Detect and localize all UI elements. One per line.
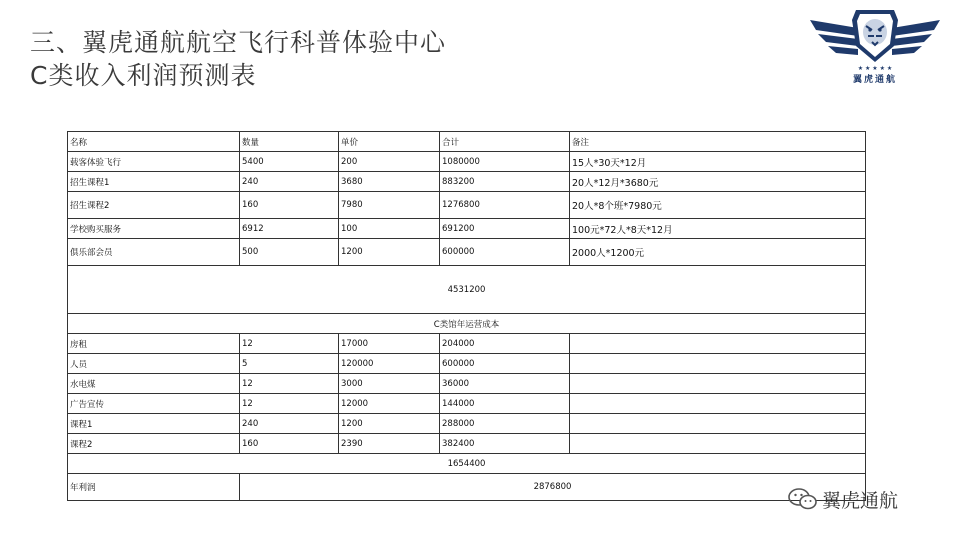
header-cell-quantity: 数量: [240, 132, 339, 152]
table-row: [68, 374, 866, 394]
table-cell: 160: [240, 434, 339, 454]
table-cell: 课程2: [68, 434, 240, 454]
wechat-icon: [788, 487, 818, 516]
table-cell: 17000: [339, 334, 440, 354]
table-cell: 120000: [339, 354, 440, 374]
table-cell: 1200: [339, 239, 440, 266]
table-cell: 载客体验飞行: [68, 152, 240, 172]
table-cell: 15人*30天*12月: [570, 152, 866, 172]
table-cell: 20人*12月*3680元: [570, 172, 866, 192]
table-cell: 5: [240, 354, 339, 374]
table-cell: [570, 334, 866, 354]
income-profit-table: [67, 131, 866, 501]
table-cell: 204000: [440, 334, 570, 354]
title-line-2: C类收入利润预测表: [30, 61, 257, 90]
watermark: [788, 486, 898, 516]
page-title: [30, 26, 446, 92]
table-row: [68, 152, 866, 172]
cost-section-title: C类馆年运营成本: [68, 314, 866, 334]
table-cell: 2000人*1200元: [570, 239, 866, 266]
table-cell: 12: [240, 334, 339, 354]
table-cell: 招生课程1: [68, 172, 240, 192]
table-cell: 600000: [440, 354, 570, 374]
table-cell: 俱乐部会员: [68, 239, 240, 266]
table-cell: 7980: [339, 192, 440, 219]
table-cell: 12: [240, 374, 339, 394]
table-cell: 房租: [68, 334, 240, 354]
header-cell-total: 合计: [440, 132, 570, 152]
table-cell: 水电煤: [68, 374, 240, 394]
header-cell-unit-price: 单价: [339, 132, 440, 152]
table-cell: 课程1: [68, 414, 240, 434]
header-row: [68, 132, 866, 152]
table-row: [68, 192, 866, 219]
table-cell: 2390: [339, 434, 440, 454]
table-cell: 学校购买服务: [68, 219, 240, 239]
table-cell: 20人*8个班*7980元: [570, 192, 866, 219]
table-row: [68, 334, 866, 354]
table-cell: 200: [339, 152, 440, 172]
table-cell: 3680: [339, 172, 440, 192]
table-cell: 144000: [440, 394, 570, 414]
table-cell: 160: [240, 192, 339, 219]
cost-total-value: 1654400: [68, 454, 866, 474]
svg-text:★ ★ ★ ★ ★: ★ ★ ★ ★ ★: [857, 65, 893, 72]
table-cell: 382400: [440, 434, 570, 454]
tiger-wings-logo-icon: [806, 6, 944, 72]
title-line-1: 三、翼虎通航航空飞行科普体验中心: [30, 28, 447, 57]
table-cell: [570, 434, 866, 454]
table-cell: 240: [240, 172, 339, 192]
table-cell: 5400: [240, 152, 339, 172]
cost-section-title-row: [68, 314, 866, 334]
table-cell: 12000: [339, 394, 440, 414]
table-cell: 883200: [440, 172, 570, 192]
table-cell: 240: [240, 414, 339, 434]
table-cell: 100元*72人*8天*12月: [570, 219, 866, 239]
header-cell-name: 名称: [68, 132, 240, 152]
logo-text: 翼虎通航: [852, 75, 897, 85]
table-cell: 招生课程2: [68, 192, 240, 219]
profit-label: 年利润: [68, 474, 240, 501]
table-cell: 12: [240, 394, 339, 414]
cost-total-row: [68, 454, 866, 474]
table-cell: 600000: [440, 239, 570, 266]
profit-row: [68, 474, 866, 501]
table-cell: 6912: [240, 219, 339, 239]
table-row: [68, 239, 866, 266]
table-row: [68, 219, 866, 239]
table-cell: 500: [240, 239, 339, 266]
table-row: [68, 394, 866, 414]
profit-value: 2876800: [240, 474, 866, 501]
table-row: [68, 414, 866, 434]
table-row: [68, 434, 866, 454]
company-logo: [806, 6, 944, 86]
table-cell: 288000: [440, 414, 570, 434]
table-cell: 广告宣传: [68, 394, 240, 414]
table-cell: [570, 374, 866, 394]
table-cell: 36000: [440, 374, 570, 394]
table-cell: [570, 354, 866, 374]
table-cell: 3000: [339, 374, 440, 394]
table-row: [68, 172, 866, 192]
income-total-row: [68, 266, 866, 314]
header-cell-remarks: 备注: [570, 132, 866, 152]
table-cell: 1080000: [440, 152, 570, 172]
table-cell: [570, 414, 866, 434]
table-cell: 人员: [68, 354, 240, 374]
table-cell: 691200: [440, 219, 570, 239]
table-cell: 100: [339, 219, 440, 239]
table-cell: 1200: [339, 414, 440, 434]
table-cell: [570, 394, 866, 414]
watermark-text: 翼虎通航: [822, 490, 899, 512]
table-row: [68, 354, 866, 374]
income-total-value: 4531200: [68, 266, 866, 314]
table-cell: 1276800: [440, 192, 570, 219]
